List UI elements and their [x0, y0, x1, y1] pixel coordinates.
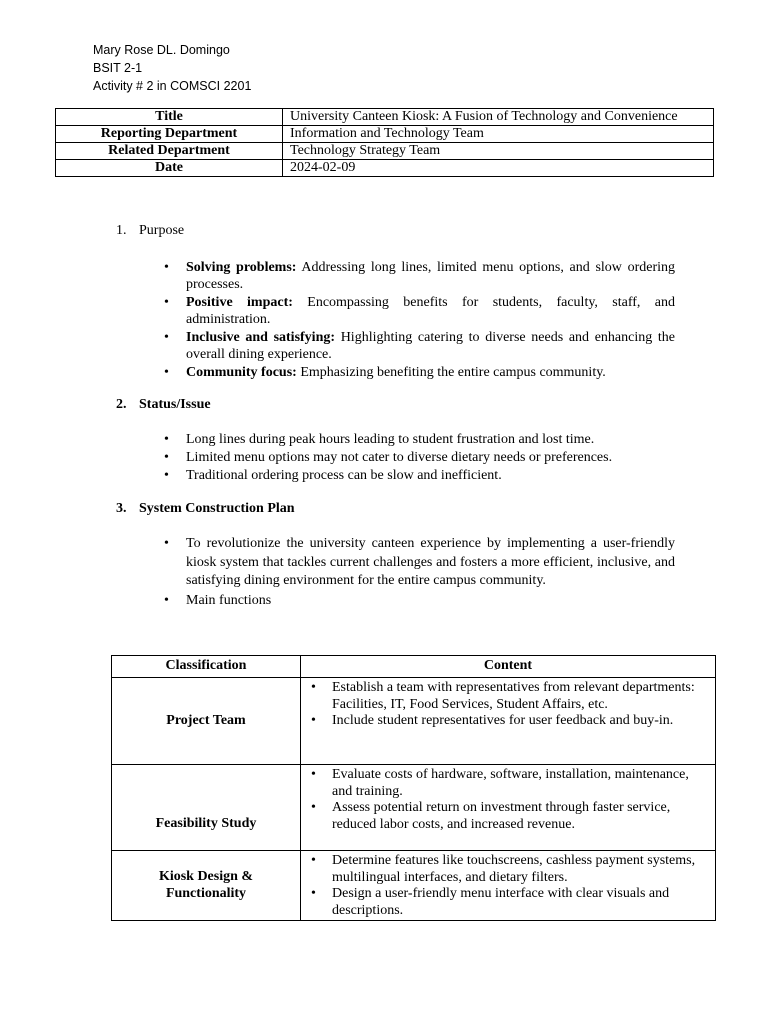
- purpose-list: [160, 259, 675, 382]
- item-text: To revolutionize the university canteen experience by implementing a user-friendly kiosk system that tackles current challenges and fosters a more efficient, inclusive, and satisfying dining environment for the entire campus community.: [186, 536, 675, 588]
- item-text: Evaluate costs of hardware, software, installation, maintenance, and training.: [332, 767, 689, 799]
- section-number: 1.: [116, 223, 127, 238]
- list-item: [160, 364, 675, 381]
- bullet-icon: •: [164, 432, 169, 447]
- bullet-icon: •: [311, 800, 316, 815]
- item-text: Encompassing benefits for students, faculty, staff, and administration.: [186, 295, 676, 327]
- author-name: Mary Rose DL. Domingo: [93, 43, 230, 57]
- classification-cell: Project Team: [112, 678, 301, 765]
- item-text: Include student representatives for user feedback and buy-in.: [332, 713, 674, 728]
- info-value: Technology Strategy Team: [283, 143, 714, 160]
- item-text: Assess potential return on investment through faster service, reduced labor costs, and increased revenue.: [332, 800, 671, 832]
- item-lead: Inclusive and satisfying:: [186, 330, 336, 345]
- bullet-icon: •: [164, 468, 169, 483]
- activity-label: Activity # 2 in COMSCI 2201: [93, 79, 252, 93]
- content-cell: [301, 765, 716, 851]
- content-list: [309, 853, 707, 919]
- info-value: 2024-02-09: [283, 160, 714, 177]
- bullet-icon: •: [311, 713, 316, 728]
- table-row: [112, 765, 716, 851]
- section-number: 3.: [116, 501, 127, 516]
- list-item: [309, 767, 707, 800]
- item-text: Main functions: [186, 592, 272, 608]
- list-item: [309, 853, 707, 886]
- list-item: [160, 535, 675, 591]
- info-label: Title: [56, 109, 283, 126]
- list-item: [309, 713, 707, 730]
- info-value: Information and Technology Team: [283, 126, 714, 143]
- content-list: [309, 767, 707, 833]
- list-item: [309, 886, 707, 919]
- list-item: [160, 449, 675, 466]
- column-header-classification: Classification: [112, 656, 301, 678]
- section-heading-system-construction-plan: [116, 500, 295, 518]
- section-heading-purpose: [116, 222, 184, 240]
- item-text: Limited menu options may not cater to diverse dietary needs or preferences.: [186, 450, 613, 465]
- info-row-title: [56, 109, 714, 126]
- table-row: [112, 678, 716, 765]
- document-header: [93, 41, 251, 95]
- list-item: [160, 294, 675, 328]
- item-text: Highlighting catering to diverse needs and enhancing the overall dining experience.: [186, 330, 676, 362]
- info-label: Reporting Department: [56, 126, 283, 143]
- info-value: University Canteen Kiosk: A Fusion of Technology and Convenience: [283, 109, 714, 126]
- column-header-content: Content: [301, 656, 716, 678]
- table-row: [112, 851, 716, 921]
- section-title: Status/Issue: [139, 397, 211, 412]
- list-item: [160, 467, 675, 484]
- item-text: Determine features like touchscreens, cashless payment systems, multilingual interfaces, and dietary filters.: [332, 853, 696, 885]
- info-label: Related Department: [56, 143, 283, 160]
- info-row-reporting-department: [56, 126, 714, 143]
- info-row-related-department: [56, 143, 714, 160]
- item-text: Establish a team with representatives from relevant departments: Facilities, IT, Food Services, Student Affairs, etc.: [332, 680, 695, 712]
- bullet-icon: •: [311, 680, 316, 695]
- content-cell: [301, 678, 716, 765]
- list-item: [160, 259, 675, 293]
- info-row-date: [56, 160, 714, 177]
- bullet-icon: •: [311, 767, 316, 782]
- info-table: [55, 108, 714, 177]
- item-lead: Positive impact:: [186, 295, 293, 310]
- section-heading-status-issue: [116, 396, 211, 414]
- item-text: Traditional ordering process can be slow and inefficient.: [186, 468, 502, 483]
- content-list: [309, 680, 707, 730]
- content-cell: [301, 851, 716, 921]
- system-plan-list: [160, 535, 675, 611]
- info-label: Date: [56, 160, 283, 177]
- bullet-icon: •: [311, 853, 316, 868]
- status-issue-list: [160, 431, 675, 485]
- list-item: [309, 800, 707, 833]
- bullet-icon: •: [164, 592, 169, 608]
- list-item: [160, 592, 675, 611]
- bullet-icon: •: [164, 260, 169, 275]
- bullet-icon: •: [164, 450, 169, 465]
- bullet-icon: •: [164, 330, 169, 345]
- list-item: [160, 329, 675, 363]
- classification-cell: Kiosk Design & Functionality: [112, 851, 301, 921]
- list-item: [309, 680, 707, 713]
- item-text: Addressing long lines, limited menu options, and slow ordering processes.: [186, 260, 675, 292]
- item-lead: Community focus:: [186, 365, 297, 380]
- bullet-icon: •: [164, 365, 169, 380]
- item-text: Emphasizing benefiting the entire campus community.: [296, 365, 606, 380]
- classification-cell: Feasibility Study: [112, 765, 301, 851]
- section-title: System Construction Plan: [139, 501, 295, 516]
- section-number: 2.: [116, 397, 127, 412]
- main-functions-table: [111, 655, 716, 921]
- table-header-row: [112, 656, 716, 678]
- list-item: [160, 431, 675, 448]
- bullet-icon: •: [164, 536, 169, 551]
- bullet-icon: •: [164, 295, 169, 310]
- item-lead: Solving problems:: [186, 260, 297, 275]
- section-title: Purpose: [139, 223, 185, 238]
- item-text: Long lines during peak hours leading to student frustration and lost time.: [186, 432, 595, 447]
- author-section: BSIT 2-1: [93, 61, 143, 75]
- item-text: Design a user-friendly menu interface with clear visuals and descriptions.: [332, 886, 670, 918]
- bullet-icon: •: [311, 886, 316, 901]
